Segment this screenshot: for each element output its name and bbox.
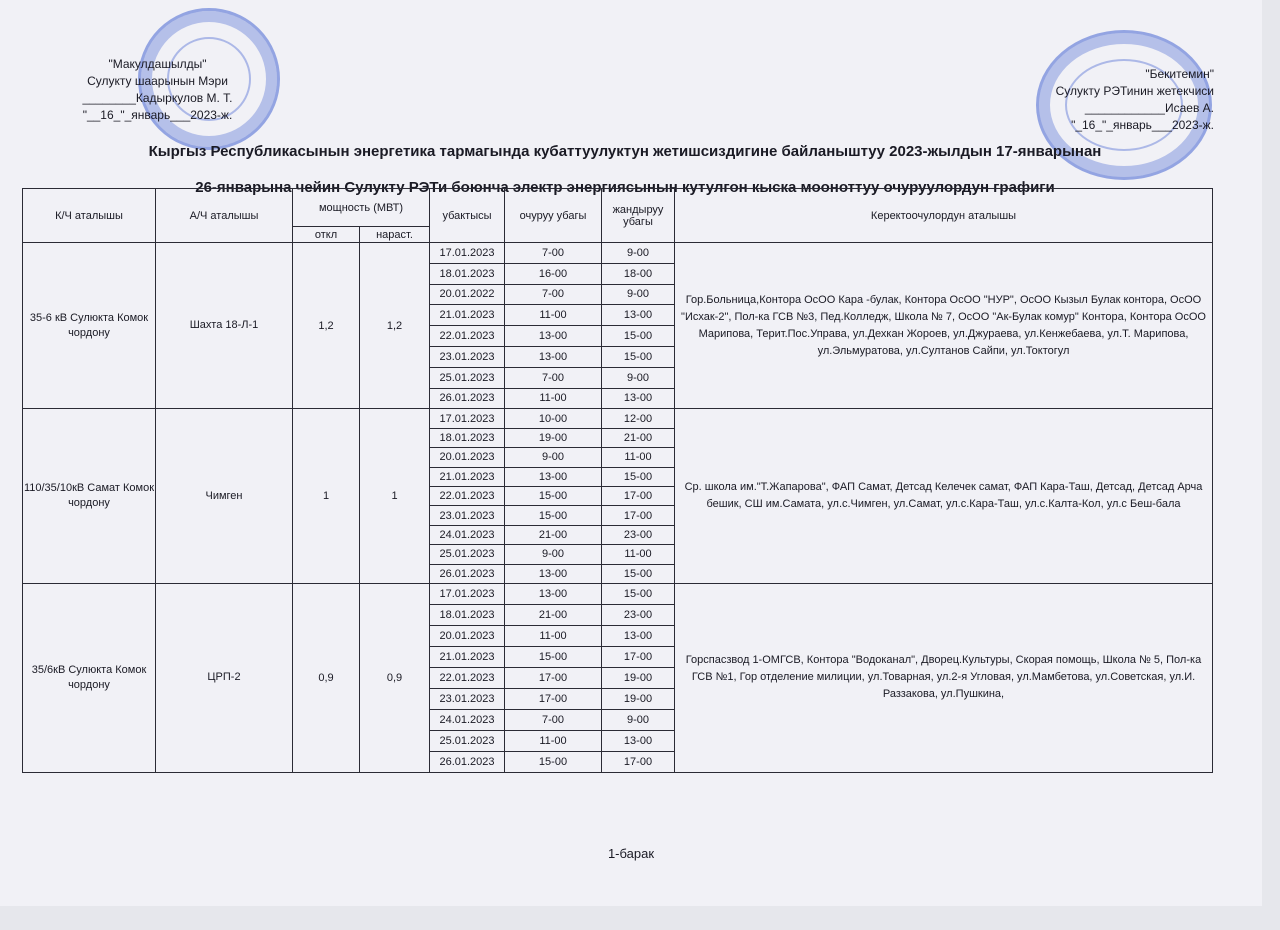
approval-block-right (984, 66, 1214, 134)
feeder-cell: ЦРП-2 (156, 583, 293, 772)
consumers-cell: Горспасзвод 1-ОМГСВ, Контора "Водоканал", Дворец.Культуры, Скорая помощь, Школа № 5, Пол-ка ГСВ №1, Гор отделение милиции, ул.Товарная, ул.2-я Угловая, ул.Мамбетова, ул.Советская, ул.И. Раззакова, ул.Пушкина, (675, 583, 1213, 772)
off-time-cell: 11-00 (505, 625, 602, 646)
date-cell: 26.01.2023 (430, 564, 505, 583)
on-time-cell: 17-00 (602, 486, 675, 505)
on-time-cell: 9-00 (602, 709, 675, 730)
on-time-cell: 15-00 (602, 346, 675, 367)
header-consumers: Керектоочулордун аталышы (675, 189, 1213, 243)
date-cell: 26.01.2023 (430, 388, 505, 409)
date-cell: 17.01.2023 (430, 583, 505, 604)
date-cell: 23.01.2023 (430, 688, 505, 709)
feeder-cell: Шахта 18-Л-1 (156, 243, 293, 409)
off-time-cell: 19-00 (505, 428, 602, 447)
off-time-cell: 15-00 (505, 751, 602, 772)
approval-left-signatory: ________Кадыркулов М. Т. (82, 91, 233, 105)
off-time-cell: 13-00 (505, 326, 602, 347)
date-cell: 20.01.2023 (430, 448, 505, 467)
header-on-time: жандыруу убагы (602, 189, 675, 243)
power-cumulative-cell: 1,2 (360, 243, 430, 409)
date-cell: 18.01.2023 (430, 428, 505, 447)
date-cell: 22.01.2023 (430, 326, 505, 347)
on-time-cell: 19-00 (602, 667, 675, 688)
date-cell: 25.01.2023 (430, 730, 505, 751)
consumers-cell: Гор.Больница,Контора ОсОО Кара -булак, Контора ОсОО "НУР", ОсОО Кызыл Булак контора, ОсОО "Исхак-2", Пол-ка ГСВ №3, Пед.Колледж, Школа № 7, ОсОО "Ак-Булак комур" Контора, Контора ОсОО Марипова, Терит.Пос.Управа, ул.Дехкан Жороев, ул.Джураева, ул.Кенжебаева, ул.Т. Марипова, ул.Эльмуратова, ул.Султанов Сайпи, ул.Токтогул (675, 243, 1213, 409)
on-time-cell: 19-00 (602, 688, 675, 709)
table-row (23, 583, 1213, 604)
document-title-line-2: 26-январына чейин Сулукту РЭТи боюнча электр энергиясынын кутулгон кыска мооноттуу очуруулордун графиги (195, 179, 1055, 196)
date-cell: 23.01.2023 (430, 346, 505, 367)
approval-right-label: "Бекитемин" (1145, 67, 1214, 81)
date-cell: 24.01.2023 (430, 525, 505, 544)
page-number: 1-барак (607, 846, 655, 861)
on-time-cell: 13-00 (602, 388, 675, 409)
substation-cell: 110/35/10кВ Самат Комок чордону (23, 409, 156, 584)
power-off-cell: 1 (293, 409, 360, 584)
date-cell: 22.01.2023 (430, 667, 505, 688)
off-time-cell: 7-00 (505, 243, 602, 264)
table-body (23, 243, 1213, 773)
on-time-cell: 13-00 (602, 305, 675, 326)
header-power: мощность (МВТ) (293, 189, 430, 227)
date-cell: 21.01.2023 (430, 646, 505, 667)
on-time-cell: 17-00 (602, 506, 675, 525)
approval-right-position: Сулукту РЭТинин жетекчиси (1055, 84, 1214, 98)
approval-left-date: "__16_"_январь___2023-ж. (82, 108, 233, 122)
off-time-cell: 13-00 (505, 467, 602, 486)
on-time-cell: 15-00 (602, 326, 675, 347)
off-time-cell: 7-00 (505, 367, 602, 388)
on-time-cell: 15-00 (602, 583, 675, 604)
date-cell: 21.01.2023 (430, 467, 505, 486)
power-cumulative-cell: 0,9 (360, 583, 430, 772)
date-cell: 20.01.2022 (430, 284, 505, 305)
substation-cell: 35-6 кВ Сулюкта Комок чордону (23, 243, 156, 409)
off-time-cell: 15-00 (505, 646, 602, 667)
off-time-cell: 13-00 (505, 583, 602, 604)
date-cell: 17.01.2023 (430, 409, 505, 428)
on-time-cell: 21-00 (602, 428, 675, 447)
approval-left-label: "Макулдашылды" (108, 57, 207, 71)
substation-cell: 35/6кВ Сулюкта Комок чордону (23, 583, 156, 772)
on-time-cell: 12-00 (602, 409, 675, 428)
on-time-cell: 17-00 (602, 751, 675, 772)
table-row (23, 409, 1213, 428)
approval-right-date: "_16_"_январь___2023-ж. (1071, 118, 1214, 132)
approval-right-signatory: ____________Исаев А. (1084, 101, 1214, 115)
date-cell: 22.01.2023 (430, 486, 505, 505)
on-time-cell: 9-00 (602, 243, 675, 264)
on-time-cell: 13-00 (602, 730, 675, 751)
table-row (23, 243, 1213, 264)
date-cell: 23.01.2023 (430, 506, 505, 525)
date-cell: 17.01.2023 (430, 243, 505, 264)
approval-block-left (30, 56, 285, 124)
on-time-cell: 9-00 (602, 367, 675, 388)
on-time-cell: 11-00 (602, 545, 675, 564)
document-title-line-1: Кыргыз Республикасынын энергетика тармагында кубаттуулуктун жетишсиздигине байланыштуу 2023-жылдын 17-январынан (148, 143, 1102, 160)
off-time-cell: 11-00 (505, 388, 602, 409)
date-cell: 20.01.2023 (430, 625, 505, 646)
on-time-cell: 23-00 (602, 525, 675, 544)
power-off-cell: 0,9 (293, 583, 360, 772)
header-feeder: А/Ч аталышы (156, 189, 293, 243)
off-time-cell: 10-00 (505, 409, 602, 428)
off-time-cell: 13-00 (505, 346, 602, 367)
header-power-off: откл (293, 227, 360, 243)
off-time-cell: 11-00 (505, 305, 602, 326)
outage-schedule-table (22, 188, 1213, 773)
header-substation: К/Ч аталышы (23, 189, 156, 243)
on-time-cell: 15-00 (602, 467, 675, 486)
off-time-cell: 13-00 (505, 564, 602, 583)
off-time-cell: 15-00 (505, 506, 602, 525)
date-cell: 24.01.2023 (430, 709, 505, 730)
date-cell: 25.01.2023 (430, 367, 505, 388)
off-time-cell: 9-00 (505, 545, 602, 564)
header-power-cumulative: нараст. (360, 227, 430, 243)
header-date: убактысы (430, 189, 505, 243)
consumers-cell: Ср. школа им."Т.Жапарова", ФАП Самат, Детсад Келечек самат, ФАП Кара-Таш, Детсад, Детсад Арча бешик, СШ им.Самата, ул.с.Чимген, ул.Самат, ул.с.Кара-Таш, ул.с.Калта-Кол, ул.с Беш-бала (675, 409, 1213, 584)
off-time-cell: 15-00 (505, 486, 602, 505)
on-time-cell: 17-00 (602, 646, 675, 667)
header-row (23, 189, 1213, 227)
off-time-cell: 7-00 (505, 284, 602, 305)
off-time-cell: 7-00 (505, 709, 602, 730)
on-time-cell: 15-00 (602, 564, 675, 583)
header-off-time: очуруу убагы (505, 189, 602, 243)
off-time-cell: 21-00 (505, 525, 602, 544)
off-time-cell: 9-00 (505, 448, 602, 467)
on-time-cell: 13-00 (602, 625, 675, 646)
date-cell: 21.01.2023 (430, 305, 505, 326)
off-time-cell: 21-00 (505, 604, 602, 625)
on-time-cell: 9-00 (602, 284, 675, 305)
date-cell: 25.01.2023 (430, 545, 505, 564)
on-time-cell: 23-00 (602, 604, 675, 625)
on-time-cell: 11-00 (602, 448, 675, 467)
date-cell: 26.01.2023 (430, 751, 505, 772)
on-time-cell: 18-00 (602, 263, 675, 284)
approval-left-position: Сулукту шаарынын Мэри (87, 74, 228, 88)
power-off-cell: 1,2 (293, 243, 360, 409)
feeder-cell: Чимген (156, 409, 293, 584)
date-cell: 18.01.2023 (430, 263, 505, 284)
off-time-cell: 16-00 (505, 263, 602, 284)
date-cell: 18.01.2023 (430, 604, 505, 625)
off-time-cell: 11-00 (505, 730, 602, 751)
off-time-cell: 17-00 (505, 688, 602, 709)
off-time-cell: 17-00 (505, 667, 602, 688)
power-cumulative-cell: 1 (360, 409, 430, 584)
